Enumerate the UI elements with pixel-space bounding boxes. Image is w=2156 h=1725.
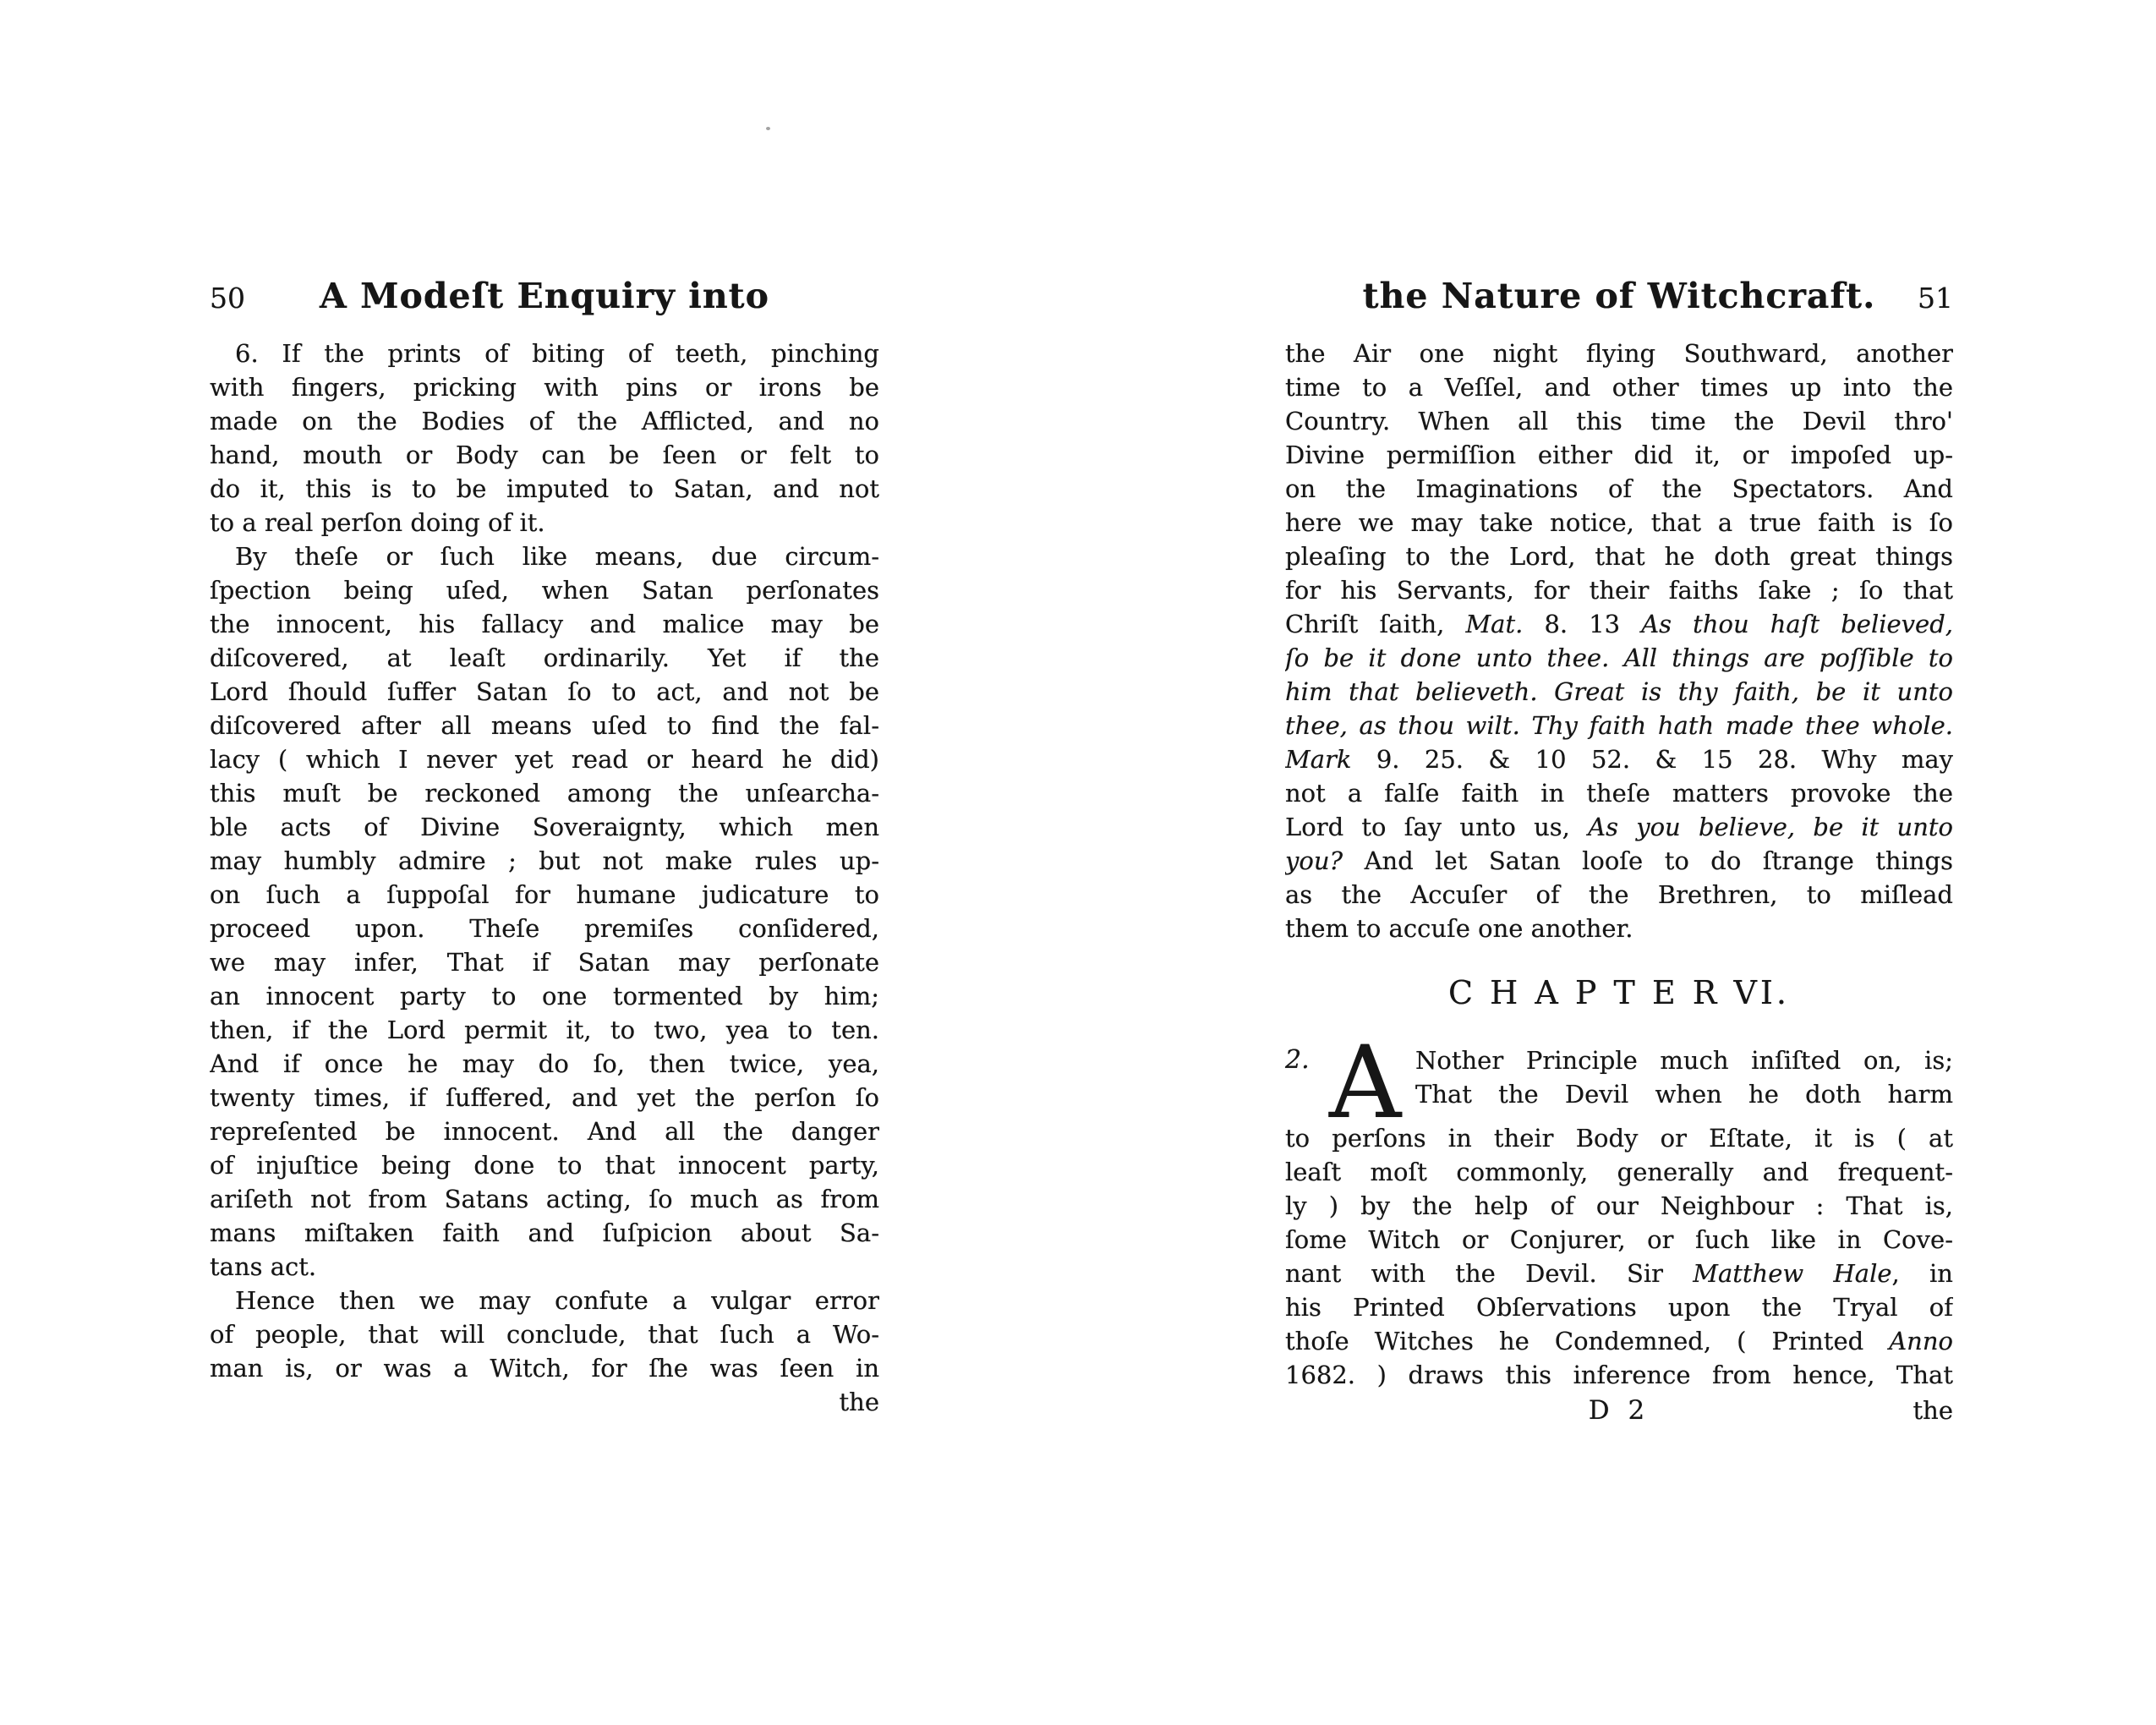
text-line [210,1351,879,1385]
drop-cap: A [1329,1024,1402,1141]
text-line [210,641,879,675]
text-run: an innocent party to one tormented by him; [210,982,879,1010]
text-run: as the Accuſer of the Brethren, to miſlead [1285,880,1953,909]
text-run: diſcovered after all means uſed to find the fal- [210,711,879,740]
page-right-paragraph [1285,1121,1953,1392]
text-run: of injuſtice being done to that innocent party, [210,1151,879,1180]
text-run: not a falſe faith in theſe matters provoke the [1285,779,1953,808]
text-line [210,337,879,370]
text-run: Divine permiſſion either did it, or impoſed up- [1285,441,1953,469]
text-run: diſcovered, at leaſt ordinarily. Yet if the [210,643,879,672]
text-run: That the Devil when he doth harm [1415,1080,1953,1109]
text-run: we may infer, That if Satan may perſonate [210,948,879,977]
text-run: 1682. ) draws this inference from hence, That [1285,1361,1953,1389]
page-left [210,276,879,1419]
text-run: ariſeth not from Satans acting, ſo much as from [210,1185,879,1213]
text-line [210,1182,879,1216]
catchword-right: the [1912,1396,1953,1425]
text-run: on the Imaginations of the Spectators. And [1285,474,1953,503]
text-run: proceed upon. Theſe premiſes conſidered, [210,914,879,943]
signature-row [1285,1392,1953,1429]
drop-cap-lines [1415,1043,1953,1111]
text-run: to a real perſon doing of it. [210,508,545,537]
text-line [210,844,879,878]
text-run: for his Servants, for their faiths ſake ; ſo that [1285,576,1953,605]
text-line [1285,1189,1953,1223]
italic-text-run: him that believeth. Great is thy faith, be it unto [1285,677,1953,706]
text-line [210,742,879,776]
page-number-right: 51 [1918,282,1953,315]
text-line [1285,912,1953,945]
text-line [1285,675,1953,709]
text-line [210,573,879,607]
text-line [210,810,879,844]
text-run: hand, mouth or Body can be ſeen or felt to [210,441,879,469]
text-run: may humbly admire ; but not make rules up- [210,846,879,875]
running-title-left: A Modeſt Enquiry into [320,276,769,316]
text-line [1285,742,1953,776]
chapter-heading: C H A P T E R VI. [1447,974,1790,1011]
text-run: to perſons in their Body or Eſtate, it is ( at [1285,1124,1953,1153]
ink-speck [766,127,770,130]
text-line [1285,573,1953,607]
italic-text-run: Matthew Hale [1693,1259,1892,1288]
text-line [210,1216,879,1250]
text-run: ly ) by the help of our Neighbour : That is, [1285,1191,1953,1220]
text-run: , in [1891,1259,1953,1288]
text-line [210,404,879,438]
text-line [1285,709,1953,742]
italic-text-run: ſo be it done unto thee. All things are poſſible to [1285,643,1953,672]
text-line [210,370,879,404]
text-line [1285,1223,1953,1257]
text-run: By theſe or ſuch like means, due circum- [235,542,879,571]
text-line [210,607,879,641]
text-run: Lord to ſay unto us, [1285,813,1589,841]
text-line [1285,641,1953,675]
text-run: them to accuſe one another. [1285,914,1633,943]
page-left-body [210,337,879,1385]
text-run: And let Satan looſe to do ſtrange things [1343,846,1953,875]
text-line [1415,1077,1953,1111]
text-line [210,1284,879,1317]
text-line [1285,506,1953,539]
text-line [1285,404,1953,438]
text-line [1285,1358,1953,1392]
text-run: mans miſtaken faith and ſuſpicion about Sa- [210,1218,879,1247]
text-line [210,709,879,742]
text-run: then, if the Lord permit it, to two, yea to ten. [210,1016,879,1044]
text-line [210,1013,879,1047]
text-line [1285,438,1953,472]
text-run: this muſt be reckoned among the unſearcha- [210,779,879,808]
text-line [1285,1257,1953,1290]
text-run: Nother Principle much inſiſted on, is; [1415,1046,1953,1075]
section-number: 2. [1285,1045,1310,1075]
running-title-right: the Nature of Witchcraft. [1362,276,1876,316]
text-run: pleaſing to the Lord, that he doth great things [1285,542,1953,571]
page-right [1285,276,1953,1429]
text-line [210,1081,879,1114]
text-line [210,1047,879,1081]
signature-mark: D 2 [1588,1395,1650,1426]
text-run: man is, or was a Witch, for ſhe was ſeen in [210,1354,879,1383]
text-run: And if once he may do ſo, then twice, yea, [210,1049,879,1078]
text-line [210,539,879,573]
text-run: Lord ſhould ſuffer Satan ſo to act, and not be [210,677,879,706]
catchword-left: the [839,1388,879,1416]
italic-text-run: Mat. [1465,610,1524,638]
text-line [1285,472,1953,506]
text-line [1285,878,1953,912]
text-line [210,1114,879,1148]
text-line [1285,844,1953,878]
text-line [1285,539,1953,573]
text-line [1285,1290,1953,1324]
chapter-opening-paragraph [1285,1024,1953,1392]
italic-text-run: thee, as thou wilt. Thy faith hath made thee whole. [1285,711,1953,740]
text-run: repreſented be innocent. And all the danger [210,1117,879,1146]
text-run: time to a Veſſel, and other times up into the [1285,373,1953,402]
text-run: the Air one night flying Southward, another [1285,339,1953,368]
text-line [210,675,879,709]
text-line [1285,337,1953,370]
text-line [1285,370,1953,404]
italic-text-run: Mark [1285,745,1352,774]
page-left-header [210,276,879,318]
text-run: ſpection being uſed, when Satan perſonates [210,576,879,605]
text-line [210,912,879,945]
text-run: tans act. [210,1252,317,1281]
text-run: on ſuch a ſuppoſal for humane judicature to [210,880,879,909]
text-run: of people, that will conclude, that ſuch a Wo- [210,1320,879,1349]
text-line [210,878,879,912]
text-line [1285,810,1953,844]
italic-text-run: you? [1285,846,1343,875]
catchword-row-left [210,1385,879,1419]
text-run: 9. 25. & 10 52. & 15 28. Why may [1351,745,1953,774]
text-run: here we may take notice, that a true faith is ſo [1285,508,1953,537]
text-run: 6. If the prints of biting of teeth, pinching [235,339,879,368]
text-line [1285,607,1953,641]
text-run: the innocent, his fallacy and malice may be [210,610,879,638]
text-run: Hence then we may confute a vulgar error [235,1286,879,1315]
text-run: lacy ( which I never yet read or heard he did) [210,745,879,774]
text-run: his Printed Obſervations upon the Tryal of [1285,1293,1953,1322]
text-run: thoſe Witches he Condemned, ( Printed [1285,1327,1890,1355]
italic-text-run: Anno [1889,1327,1953,1355]
text-run: leaſt moſt commonly, generally and frequent- [1285,1158,1953,1186]
italic-text-run: As you believe, be it unto [1588,813,1953,841]
text-line [210,472,879,506]
text-run: ſome Witch or Conjurer, or ſuch like in Cove- [1285,1225,1953,1254]
text-run: made on the Bodies of the Afflicted, and no [210,407,879,435]
text-line [1285,776,1953,810]
text-line [210,979,879,1013]
text-line [1285,1121,1953,1155]
text-run: nant with the Devil. Sir [1285,1259,1694,1288]
text-line [1285,1155,1953,1189]
text-line [1285,1324,1953,1358]
text-run: twenty times, if ſuffered, and yet the perſon ſo [210,1083,879,1112]
text-run: do it, this is to be imputed to Satan, and not [210,474,879,503]
text-run: with fingers, pricking with pins or irons be [210,373,879,402]
text-line [210,506,879,539]
page-number-left: 50 [210,282,245,315]
text-run: ble acts of Divine Soveraignty, which men [210,813,879,841]
italic-text-run: As thou haſt believed, [1641,610,1953,638]
text-line [210,776,879,810]
text-run: Country. When all this time the Devil thro' [1285,407,1953,435]
page-right-header [1285,276,1953,318]
text-line [210,945,879,979]
text-line [210,438,879,472]
text-line [210,1148,879,1182]
text-run: 8. 13 [1523,610,1642,638]
page-right-continuation [1285,337,1953,945]
text-line [210,1317,879,1351]
text-run: Chriſt ſaith, [1285,610,1466,638]
text-line [1415,1043,1953,1077]
text-line [210,1250,879,1284]
